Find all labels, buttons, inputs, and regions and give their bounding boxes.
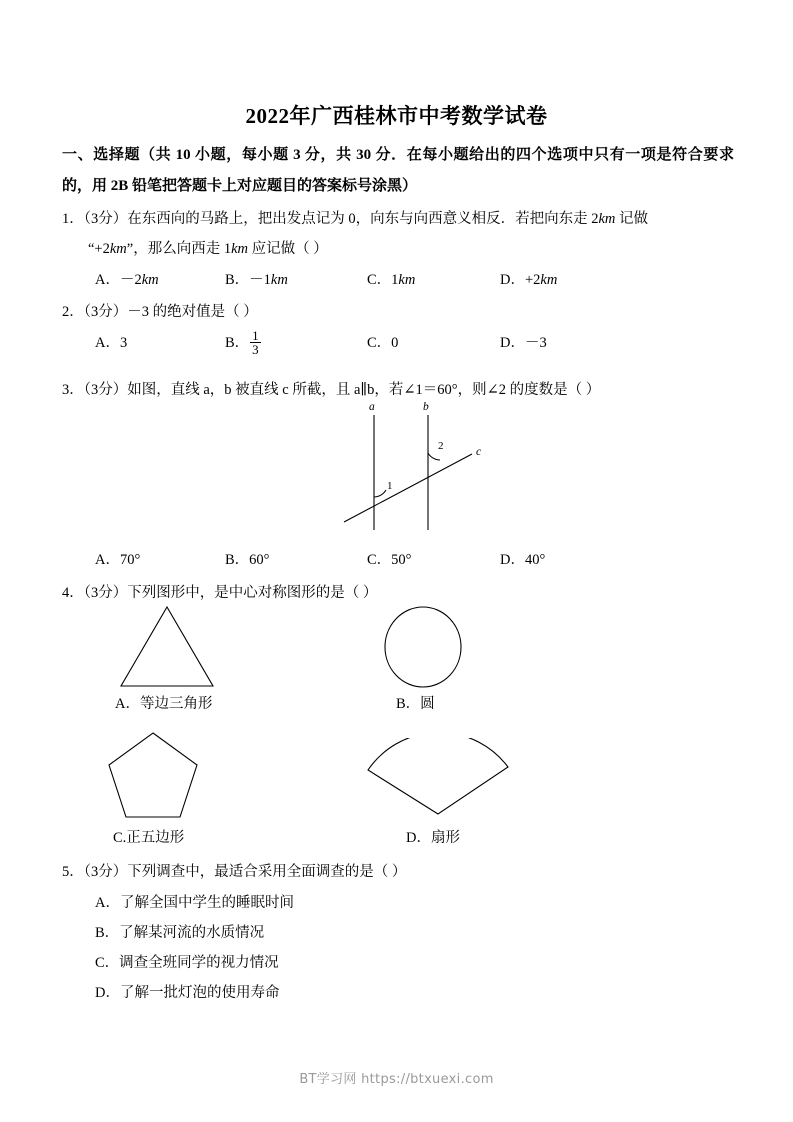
question-1-cont-b: ”，那么向西走 1 [126,241,232,257]
shape-option-c-figure [105,730,215,822]
question-2-option-b[interactable] [225,328,262,358]
question-2-options [0,328,793,358]
option-text: 了解全国中学生的睡眠时间 [119,895,294,911]
question-1-cont-a: “+2 [88,241,110,257]
option-text: －3 [524,335,547,351]
parallel-lines-diagram [330,402,510,537]
option-text: 60° [249,552,270,568]
question-2-option-a[interactable] [95,328,127,358]
option-text: 40° [524,552,546,568]
option-text: 50° [391,552,412,568]
line-a-label: a [369,401,375,413]
option-text: －2 [119,272,142,288]
question-2-option-d[interactable] [500,328,547,358]
question-1-options [0,265,793,295]
option-text: －1 [249,272,271,288]
option-key: A． [95,272,120,288]
shape-option-b-figure [375,602,475,692]
footer-watermark: BT学习网 https://btxuexi.com [299,1072,494,1087]
option-key: A． [95,335,120,351]
angle-1-label: 1 [387,480,393,492]
question-1-unit-3: km [231,241,249,257]
line-c [344,454,472,522]
fraction-numerator: 1 [252,327,259,343]
option-key: B． [396,696,421,712]
option-key: C． [367,552,392,568]
question-3-option-c[interactable] [367,545,411,575]
circle-icon [375,602,475,692]
question-5-option-d[interactable] [95,978,279,1008]
question-5-option-a[interactable] [95,888,294,918]
shape-option-d-label[interactable] [406,828,460,848]
option-unit: km [540,272,558,288]
page-title: 2022年广西桂林市中考数学试卷 [245,104,548,128]
shape-option-a-figure [110,602,230,692]
option-key: D． [95,985,120,1001]
section-heading: 一、选择题（共 10 小题，每小题 3 分，共 30 分．在每小题给出的四个选项中只有一项是符合要求的，用 2B 铅笔把答题卡上对应题目的答案标号涂黑） [62,147,734,194]
option-text: 3 [119,335,128,351]
option-key: C. [113,830,127,846]
question-5-stem: 5．（3分）下列调查中，最适合采用全面调查的是（ ） [62,864,407,880]
question-1-option-a[interactable] [95,265,159,295]
option-text: 1 [391,272,399,288]
question-3-options [0,545,793,575]
question-2-stem: 2．（3分）－3 的绝对值是（ ） [62,304,258,320]
shape-option-c-label[interactable] [113,828,184,848]
fraction-denominator: 3 [252,342,259,358]
question-3-stem: 3．（3分）如图，直线 a，b 被直线 c 所截，且 a∥b，若∠1＝60°，则∠2 的度数是（ ） [62,382,601,398]
option-key: C． [95,955,120,971]
option-text: 调查全班同学的视力情况 [119,955,279,971]
option-text: 等边三角形 [139,696,213,712]
question-1-stem-line2 [88,234,328,264]
option-unit: km [398,272,416,288]
question-1-unit-2: km [109,241,127,257]
question-5-option-b[interactable] [95,918,264,948]
question-1-cont-c: 应记做（ ） [248,241,328,257]
question-1-stem-prefix: 1．（3分）在东西向的马路上，把出发点记为 0，向东与向西意义相反．若把向东走 2 [62,211,599,227]
option-unit: km [270,272,288,288]
option-text: 0 [391,335,399,351]
option-key: D． [500,335,525,351]
option-unit: km [141,272,159,288]
option-text: +2 [524,272,541,288]
question-4-stem: 4．（3分）下列图形中，是中心对称图形的是（ ） [62,585,378,601]
option-key: B． [225,335,250,351]
question-3-option-d[interactable] [500,545,545,575]
question-3-option-b[interactable] [225,545,269,575]
shape-option-d-figure [355,738,525,822]
angle-2-arc [428,453,440,460]
option-text: 了解某河流的水质情况 [119,925,265,941]
option-key: D． [406,830,431,846]
angle-2-label: 2 [438,440,444,452]
option-text: 70° [119,552,141,568]
option-key: B． [225,552,250,568]
option-text: 了解一批灯泡的使用寿命 [119,985,280,1001]
question-1-option-c[interactable] [367,265,415,295]
option-text: 扇形 [430,830,460,846]
question-5-option-c[interactable] [95,948,279,978]
option-key: A． [95,895,120,911]
shape-option-a-label[interactable] [115,694,212,714]
question-1-option-d[interactable] [500,265,557,295]
option-key: D． [500,552,525,568]
option-text: 正五边形 [126,830,185,846]
shape-option-b-label[interactable] [396,694,435,714]
option-key: A． [115,696,140,712]
fraction-one-third [250,329,261,357]
question-3-figure [330,402,510,537]
regular-pentagon-icon [105,730,215,822]
question-3-option-a[interactable] [95,545,140,575]
angle-1-arc [374,490,386,497]
question-1-unit-1: km [598,211,616,227]
question-1-stem-tail: 记做 [615,211,649,227]
question-1-stem [62,204,742,234]
question-2-option-c[interactable] [367,328,398,358]
option-key: C． [367,272,392,288]
line-b-label: b [423,401,429,413]
option-key: B． [225,272,250,288]
option-key: C． [367,335,392,351]
option-key: B． [95,925,120,941]
equilateral-triangle-icon [110,602,230,692]
line-c-label: c [476,446,482,458]
option-key: D． [500,272,525,288]
option-text: 圆 [420,696,435,712]
option-key: A． [95,552,120,568]
question-1-option-b[interactable] [225,265,288,295]
sector-icon [355,738,525,822]
